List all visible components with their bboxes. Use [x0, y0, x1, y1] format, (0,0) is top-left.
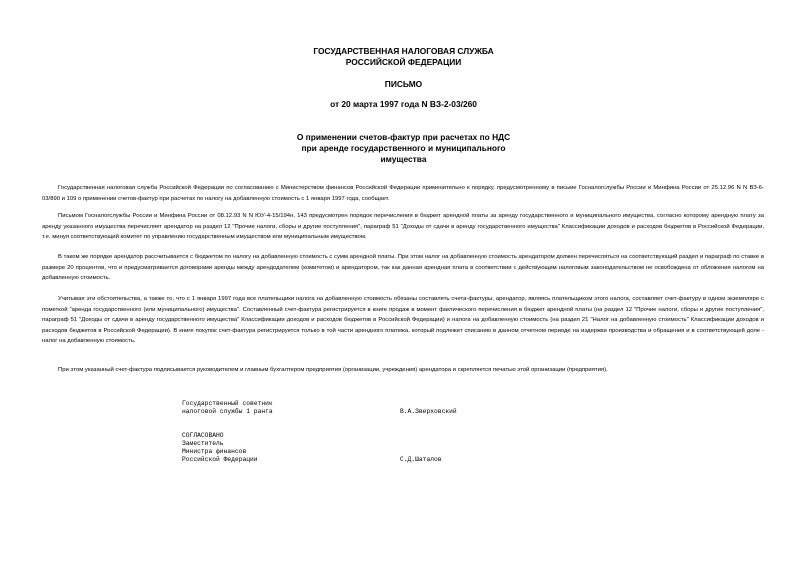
signer-2-name: С.Д.Шаталов — [400, 456, 442, 463]
paragraph-3 — [42, 252, 764, 284]
agency-name-line1: ГОСУДАРСТВЕННАЯ НАЛОГОВАЯ СЛУЖБА — [313, 46, 494, 56]
signer-2-title-line3: Российской Федерации — [182, 456, 258, 463]
document-date-number: от 20 марта 1997 года N ВЗ-2-03/260 — [330, 99, 477, 109]
paragraph-1-text: Государственная налоговая служба Российской Федерации по согласованию с Министерством финансов Российской Федерации применительно к порядку, предусмотренному в письме Госналогслужбы России и Минфина России от 25.12.96 N N ВЗ-6-03/890 и 109 о применении счетов-фактур при расчетах по налогу на добавленную стоимость с 1 января 1997 года, сообщает. — [42, 185, 764, 202]
signer-1-title-line2: налоговой службы 1 ранга — [182, 408, 273, 415]
paragraph-5 — [42, 365, 764, 376]
subject-line1: О применении счетов-фактур при расчетах по НДС — [296, 132, 511, 142]
paragraph-1 — [42, 183, 764, 204]
paragraph-4 — [42, 294, 764, 347]
signer-2-title-line2: Министра финансов — [182, 448, 247, 455]
signer-1-name: В.А.Зверховский — [400, 408, 457, 415]
paragraph-2 — [42, 211, 764, 243]
agency-name-line2: РОССИЙСКОЙ ФЕДЕРАЦИИ — [345, 57, 462, 67]
signer-1-title-line1: Государственный советник — [182, 400, 273, 407]
subject-line2: при аренде государственного и муниципального — [301, 143, 506, 153]
paragraph-5-text: При этом указанный счет-фактура подписывается руководителем и главным бухгалтером предприятия (организации, учреждения) арендатора и скрепляется печатью этой организации (предприятия). — [58, 367, 608, 373]
paragraph-4-text: Учитывая эти обстоятельства, а также то, что с 1 января 1997 года все плательщики налога на добавленную стоимость обязаны составлять счета-фактуры, арендатор, являясь плательщиком этого налога, составляет счет-фактуру в одном экземпляре с пометкой "аренда государственного (или муниципального) имущества". Составленный счет-фактура регистрируется в книге продаж в момент фактического перечисления в бюджет арендной платы (на раздел 12 "Прочие налоги, сборы и другие поступления", параграф 51 "Доходы от сдачи в аренду государственного имущества" Классификации доходов и расходов бюджетов в Российской Федерации) и налога на добавленную стоимость (на раздел 21 "Налог на добавленную стоимость" Классификации доходов и расходов бюджетов в Российской Федерации). В книге покупок счет-фактура регистрируется только в той части арендного платежа, который подлежит списанию в данном отчетном периоде на издержки производства и обращения и в соответствующей доле - налог на добавленную стоимость. — [42, 296, 764, 345]
signer-2-title-line1: Заместитель — [182, 440, 224, 447]
paragraph-3-text: В таком же порядке арендатор рассчитывается с бюджетом по налогу на добавленную стоимость с сумм арендной платы. При этом налог на добавленную стоимость арендатором должен перечисляться на соответствующий раздел и параграф по ставке в размере 20 процентов, что и предусматривается договорами аренды между арендодателем (комитетом) и арендатором, так как данная арендная плата в соответствии с действующим налоговым законодательством не освобождена от обложения налогом на добавленную стоимость. — [42, 254, 764, 282]
paragraph-2-text: Письмом Госналогслужбы России и Минфина России от 08.12.93 N N ЮУ-4-15/194н, 143 предусмотрен порядок перечисления в бюджет арендной платы за аренду государственного и муниципального имущества, согласно которому арендную плату за аренду указанного имущества перечисляет арендатор на раздел 12 "Прочие налоги, сборы и другие поступления", параграф 51 "Доходы от сдачи в аренду государственного имущества" Классификации доходов и расходов бюджетов в Российской Федерации, т.е. минуя соответствующий комитет по управлению государственным имуществом или муниципальным имуществом. — [42, 213, 764, 241]
document-type: ПИСЬМО — [384, 79, 423, 89]
subject-line3: имущества — [380, 154, 427, 164]
agreed-label: СОГЛАСОВАНО — [182, 432, 224, 439]
